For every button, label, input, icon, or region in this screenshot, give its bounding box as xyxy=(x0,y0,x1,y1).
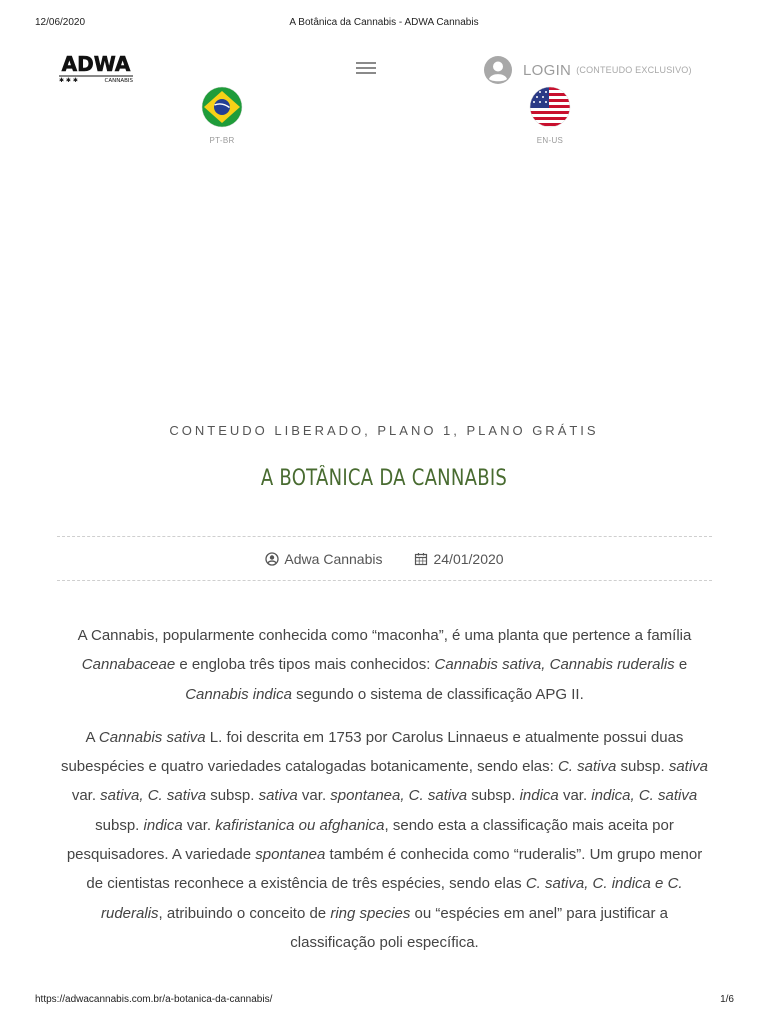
print-page-number: 1/6 xyxy=(720,994,734,1005)
print-title: A Botânica da Cannabis - ADWA Cannabis xyxy=(289,17,479,28)
italic-term: Cannabis sativa, Cannabis ruderalis xyxy=(434,656,675,674)
paragraph-text: var. xyxy=(558,787,592,805)
menu-button[interactable] xyxy=(356,62,380,78)
paragraph-text: e xyxy=(674,656,688,674)
brazil-flag-icon xyxy=(200,86,244,128)
article-categories[interactable]: CONTEUDO LIBERADO, PLANO 1, PLANO GRÁTIS xyxy=(169,423,599,438)
paragraph-text: segundo o sistema de classificação APG II. xyxy=(291,685,584,703)
italic-term: Cannabaceae xyxy=(81,656,176,674)
menu-icon-bar xyxy=(356,67,376,69)
paragraph-text: var. xyxy=(182,816,216,834)
print-url: https://adwacannabis.com.br/a-botanica-da-cannabis/ xyxy=(35,994,273,1005)
italic-term: kafiristanica ou afghanica xyxy=(215,816,385,834)
login-link[interactable] xyxy=(483,55,692,85)
italic-term: sativa, C. sativa xyxy=(100,787,207,805)
italic-term: Cannabis indica xyxy=(185,685,292,703)
italic-term: indica, C. sativa xyxy=(591,787,698,805)
italic-term: sativa xyxy=(668,758,709,776)
menu-icon-bar xyxy=(356,62,376,64)
menu-icon-bar xyxy=(356,72,376,74)
article-author[interactable] xyxy=(265,551,382,567)
italic-term: sativa xyxy=(258,787,298,805)
italic-term: indica xyxy=(519,787,559,805)
paragraph-text: A Cannabis, popularmente conhecida como “maconha”, é uma planta que pertence a família xyxy=(77,627,692,644)
paragraph-text: subsp. xyxy=(616,758,669,776)
article-paragraph xyxy=(57,621,712,709)
language-label: PT-BR xyxy=(209,136,235,145)
article-date xyxy=(414,551,503,567)
article-meta xyxy=(57,536,712,581)
login-label: LOGIN xyxy=(523,61,572,79)
article-title: A BOTÂNICA DA CANNABIS xyxy=(260,466,508,491)
paragraph-text: e engloba três tipos mais conhecidos: xyxy=(175,656,435,674)
italic-term: Cannabis sativa xyxy=(98,728,206,746)
publish-date: 24/01/2020 xyxy=(433,550,504,567)
site-logo[interactable] xyxy=(57,55,135,83)
italic-term: ring species xyxy=(330,904,411,922)
italic-term: spontanea, C. sativa xyxy=(330,787,468,805)
italic-term: C. sativa xyxy=(557,758,617,776)
author-name: Adwa Cannabis xyxy=(284,550,383,567)
user-circle-icon xyxy=(265,552,279,566)
logo-wordmark: ADWA xyxy=(61,55,131,76)
paragraph-text: var. xyxy=(71,787,101,805)
paragraph-text: subsp. xyxy=(95,816,144,834)
language-pt-br[interactable] xyxy=(200,86,244,145)
paragraph-text: L. foi descrita em 1753 por Carolus Linnaeus e atualmente possui duas subespécies e quatro variedades catalogadas botanicamente, sendo elas: xyxy=(60,728,684,776)
article-paragraph xyxy=(57,723,712,957)
calendar-icon xyxy=(414,552,428,566)
paragraph-text: subsp. xyxy=(467,787,520,805)
paragraph-text: , sendo esta a classificação mais aceita por pesquisadores. A variedade xyxy=(66,816,674,864)
paragraph-text: var. xyxy=(297,787,331,805)
logo-subtitle: CANNABIS xyxy=(104,78,133,83)
italic-term: spontanea xyxy=(255,846,326,864)
article-body xyxy=(57,621,712,971)
usa-flag-icon xyxy=(528,86,572,128)
italic-term: indica xyxy=(143,816,183,834)
language-label: EN-US xyxy=(536,136,564,145)
paragraph-text: A xyxy=(85,728,99,746)
user-avatar-icon xyxy=(483,55,513,85)
logo-leaf-marks: ✱ ✱ ✱ xyxy=(59,77,78,83)
paragraph-text: ou “espécies em anel” para justificar a classificação poli específica. xyxy=(290,904,668,951)
print-date: 12/06/2020 xyxy=(35,17,86,28)
login-note: (CONTEUDO EXCLUSIVO) xyxy=(576,65,692,75)
paragraph-text: , atribuindo o conceito de xyxy=(158,904,331,922)
italic-term: C. sativa, C. indica e C. ruderalis xyxy=(101,875,683,922)
paragraph-text: também é conhecida como “ruderalis”. Um grupo menor de cientistas reconhece a existência de três espécies, sendo elas xyxy=(86,846,703,893)
language-en-us[interactable] xyxy=(528,86,572,145)
adwa-logo-icon xyxy=(57,55,135,83)
paragraph-text: subsp. xyxy=(206,787,259,805)
